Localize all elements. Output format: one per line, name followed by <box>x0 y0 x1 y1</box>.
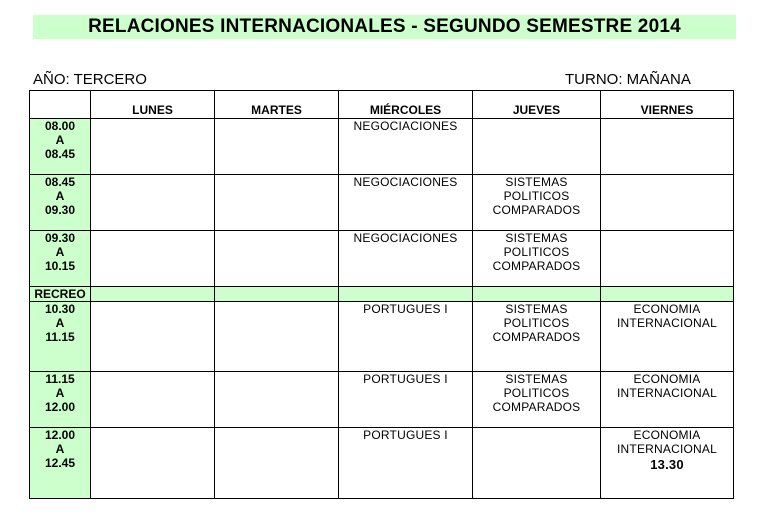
class-cell-martes <box>215 372 339 428</box>
class-cell-lunes <box>91 119 215 175</box>
time-slot-label <box>30 175 91 231</box>
break-cell <box>91 287 215 302</box>
class-cell-lunes <box>91 372 215 428</box>
course-name-line: POLITICOS <box>503 386 570 400</box>
page-title: RELACIONES INTERNACIONALES - SEGUNDO SEMESTRE 2014 <box>33 15 736 39</box>
class-cell-miercoles <box>339 302 473 372</box>
time-slot-line: 08.45 <box>44 147 76 161</box>
time-slot-label <box>30 428 91 499</box>
time-slot-row <box>30 428 734 499</box>
time-slot-line: 12.45 <box>44 456 76 470</box>
class-cell-viernes <box>601 175 734 231</box>
course-name-line: PORTUGUES I <box>363 302 448 316</box>
class-cell-viernes <box>601 428 734 499</box>
course-name-line: NEGOCIACIONES <box>353 119 458 133</box>
course-name-line: PORTUGUES I <box>363 428 448 442</box>
day-header-viernes: VIERNES <box>601 91 734 119</box>
course-name-line: SISTEMAS <box>505 302 568 316</box>
course-name-line: COMPARADOS <box>492 330 581 344</box>
class-cell-viernes <box>601 302 734 372</box>
course-name-line: COMPARADOS <box>492 400 581 414</box>
time-slot-label <box>30 119 91 175</box>
course-name-line: COMPARADOS <box>492 259 581 273</box>
time-slot-line: A <box>55 189 65 203</box>
class-cell-martes <box>215 175 339 231</box>
time-slot-line: 11.15 <box>45 372 75 386</box>
time-slot-line: A <box>55 386 65 400</box>
class-cell-martes <box>215 119 339 175</box>
day-header-lunes: LUNES <box>91 91 215 119</box>
shift-label: TURNO: MAÑANA <box>565 71 691 88</box>
course-name-line: INTERNACIONAL <box>617 442 717 456</box>
course-name-line: INTERNACIONAL <box>617 316 717 330</box>
time-slot-label <box>30 302 91 372</box>
course-name-line: POLITICOS <box>503 189 570 203</box>
day-header-jueves: JUEVES <box>473 91 601 119</box>
time-slot-line: 08.45 <box>44 175 76 189</box>
class-cell-miercoles <box>339 231 473 287</box>
time-slot-line: 10.30 <box>44 302 76 316</box>
schedule-table <box>29 90 734 499</box>
class-cell-lunes <box>91 175 215 231</box>
course-name-line: NEGOCIACIONES <box>353 175 458 189</box>
time-slot-line: 11.15 <box>45 330 75 344</box>
class-cell-jueves <box>473 428 601 499</box>
course-name-line: COMPARADOS <box>492 203 581 217</box>
day-header-miercoles: MIÉRCOLES <box>339 91 473 119</box>
break-cell <box>215 287 339 302</box>
time-slot-row <box>30 372 734 428</box>
break-row <box>30 287 734 302</box>
class-cell-viernes <box>601 372 734 428</box>
break-cell <box>601 287 734 302</box>
class-cell-miercoles <box>339 428 473 499</box>
schedule-body <box>30 119 734 499</box>
time-slot-line: A <box>55 442 65 456</box>
break-cell <box>339 287 473 302</box>
class-cell-lunes <box>91 428 215 499</box>
class-cell-miercoles <box>339 175 473 231</box>
break-label: RECREO <box>30 287 91 302</box>
course-name-line: INTERNACIONAL <box>617 386 717 400</box>
course-name-line: POLITICOS <box>503 245 570 259</box>
course-name-line: PORTUGUES I <box>363 372 448 386</box>
class-cell-jueves <box>473 372 601 428</box>
class-cell-jueves <box>473 175 601 231</box>
time-slot-line: A <box>55 133 65 147</box>
class-cell-lunes <box>91 302 215 372</box>
time-slot-row <box>30 119 734 175</box>
class-cell-jueves <box>473 302 601 372</box>
class-cell-martes <box>215 302 339 372</box>
time-slot-line: A <box>55 316 65 330</box>
course-name-line: ECONOMIA <box>633 302 701 316</box>
time-slot-line: 12.00 <box>44 428 76 442</box>
time-slot-label <box>30 372 91 428</box>
header-row <box>30 91 734 119</box>
course-name-line: SISTEMAS <box>505 372 568 386</box>
time-slot-line: 09.30 <box>44 231 76 245</box>
course-name-line: ECONOMIA <box>633 428 701 442</box>
course-name-line: NEGOCIACIONES <box>353 231 458 245</box>
time-slot-label <box>30 231 91 287</box>
class-cell-jueves <box>473 119 601 175</box>
year-label: AÑO: TERCERO <box>33 71 147 88</box>
course-name-line: ECONOMIA <box>633 372 701 386</box>
break-cell <box>473 287 601 302</box>
time-slot-line: 09.30 <box>44 203 76 217</box>
class-cell-martes <box>215 231 339 287</box>
time-slot-line: 12.00 <box>44 400 76 414</box>
time-slot-line: A <box>55 245 65 259</box>
end-time-note: 13.30 <box>650 457 684 472</box>
class-cell-viernes <box>601 119 734 175</box>
corner-cell <box>30 91 91 119</box>
time-slot-line: 08.00 <box>44 119 76 133</box>
time-slot-row <box>30 231 734 287</box>
class-cell-miercoles <box>339 372 473 428</box>
course-name-line: SISTEMAS <box>505 175 568 189</box>
time-slot-row <box>30 302 734 372</box>
class-cell-viernes <box>601 231 734 287</box>
course-name-line: POLITICOS <box>503 316 570 330</box>
class-cell-martes <box>215 428 339 499</box>
course-name-line: SISTEMAS <box>505 231 568 245</box>
day-header-martes: MARTES <box>215 91 339 119</box>
time-slot-line: 10.15 <box>44 259 76 273</box>
class-cell-jueves <box>473 231 601 287</box>
class-cell-miercoles <box>339 119 473 175</box>
time-slot-row <box>30 175 734 231</box>
class-cell-lunes <box>91 231 215 287</box>
